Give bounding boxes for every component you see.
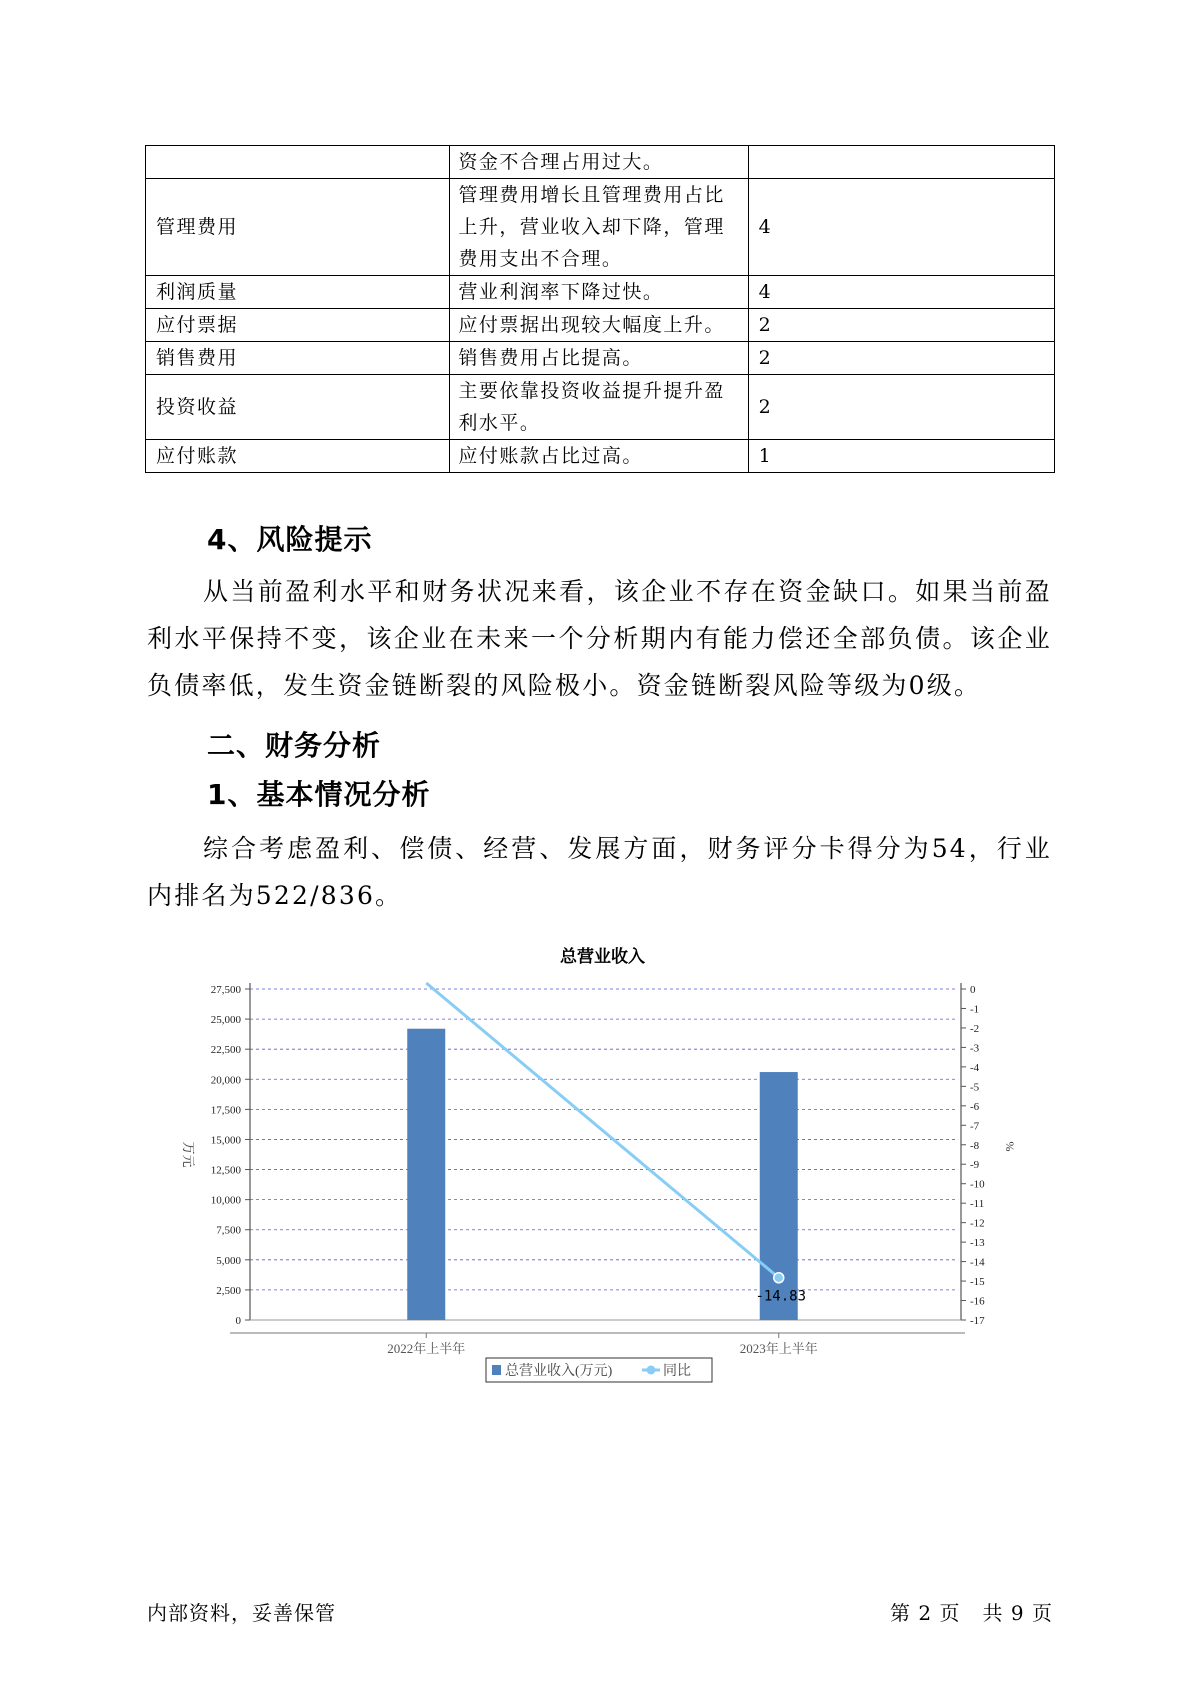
- risk-table-row: [146, 440, 1055, 473]
- risk-score-cell: 2: [748, 375, 1054, 440]
- y2-tick-label: -15: [970, 1276, 985, 1289]
- y2-tick-label: -6: [970, 1100, 980, 1113]
- legend-bar-swatch: [492, 1365, 501, 1375]
- basic-analysis-paragraph: 综合考虑盈利、偿债、经营、发展方面，财务评分卡得分为54，行业内排名为522/836。: [147, 834, 1052, 910]
- risk-table: [145, 145, 1055, 473]
- revenue-chart-svg: [170, 940, 1030, 1400]
- y-tick-label: 10,000: [210, 1194, 241, 1207]
- risk-description-cell: 主要依靠投资收益提升提升盈利水平。: [450, 375, 748, 440]
- risk-score-cell: [748, 146, 1054, 179]
- y2-tick-label: -1: [970, 1003, 980, 1016]
- risk-description-cell: 资金不合理占用过大。: [450, 146, 748, 179]
- y2-tick-label: -9: [970, 1159, 980, 1172]
- y-tick-label: 15,000: [210, 1134, 241, 1147]
- x-tick-label: 2022年上半年: [387, 1341, 466, 1356]
- y-tick-label: 7,500: [216, 1224, 241, 1237]
- risk-table-body: [146, 146, 1055, 473]
- risk-heading: 4、风险提示: [207, 523, 373, 556]
- revenue-chart: [170, 940, 1030, 1400]
- risk-table-row: [146, 375, 1055, 440]
- risk-table-row: [146, 146, 1055, 179]
- risk-description-cell: 应付账款占比过高。: [450, 440, 748, 473]
- risk-table-row: [146, 179, 1055, 276]
- risk-table-row: [146, 276, 1055, 309]
- yoy-line: [426, 983, 779, 1278]
- y2-tick-label: -2: [970, 1022, 980, 1035]
- y-tick-label: 5,000: [216, 1254, 241, 1267]
- y2-tick-label: -4: [970, 1061, 980, 1074]
- y-tick-label: 22,500: [210, 1044, 241, 1057]
- y2-tick-label: -8: [970, 1139, 980, 1152]
- chart-title: 总营业收入: [560, 947, 645, 966]
- y2-axis-label: %: [1003, 1141, 1017, 1152]
- legend-line-marker: [647, 1366, 656, 1375]
- y2-tick-label: 0: [970, 984, 976, 996]
- risk-description-cell: 管理费用增长且管理费用占比上升，营业收入却下降，管理费用支出不合理。: [450, 179, 748, 276]
- y-tick-label: 12,500: [210, 1164, 241, 1177]
- y-tick-label: 20,000: [210, 1074, 241, 1087]
- risk-score-cell: 2: [748, 309, 1054, 342]
- risk-paragraph: 从当前盈利水平和财务状况来看，该企业不存在资金缺口。如果当前盈利水平保持不变，该企业在未来一个分析期内有能力偿还全部负债。该企业负债率低，发生资金链断裂的风险极小。资金链断裂风险等级为0级。: [147, 577, 1052, 700]
- y2-tick-label: -11: [970, 1198, 985, 1211]
- risk-score-cell: 2: [748, 342, 1054, 375]
- y-tick-label: 25,000: [210, 1014, 241, 1027]
- risk-score-cell: 4: [748, 179, 1054, 276]
- y2-tick-label: -7: [970, 1120, 980, 1133]
- yoy-point: [774, 1273, 784, 1283]
- risk-item-cell: 投资收益: [146, 375, 450, 440]
- y2-tick-label: -13: [970, 1237, 985, 1250]
- y2-tick-label: -16: [970, 1295, 985, 1308]
- footer-page-number: 第 2 页 共 9 页: [890, 1601, 1053, 1625]
- y2-tick-label: -12: [970, 1217, 985, 1230]
- footer-confidential: 内部资料，妥善保管: [147, 1601, 336, 1625]
- risk-table-row: [146, 342, 1055, 375]
- risk-table-row: [146, 309, 1055, 342]
- risk-score-cell: 4: [748, 276, 1054, 309]
- y-tick-label: 2,500: [216, 1284, 241, 1297]
- yoy-data-label: -14.83: [755, 1288, 807, 1305]
- x-tick-label: 2023年上半年: [739, 1341, 818, 1356]
- risk-item-cell: 利润质量: [146, 276, 450, 309]
- y2-tick-label: -17: [970, 1315, 985, 1327]
- y-tick-label: 17,500: [210, 1104, 241, 1117]
- y2-tick-label: -3: [970, 1042, 980, 1055]
- risk-item-cell: 销售费用: [146, 342, 450, 375]
- basic-analysis-heading: 1、基本情况分析: [207, 778, 431, 811]
- risk-item-cell: 管理费用: [146, 179, 450, 276]
- y-axis-label: 万元: [181, 1141, 196, 1168]
- risk-description-cell: 应付票据出现较大幅度上升。: [450, 309, 748, 342]
- y2-tick-label: -10: [970, 1178, 985, 1191]
- y2-tick-label: -14: [970, 1256, 985, 1269]
- risk-score-cell: 1: [748, 440, 1054, 473]
- risk-item-cell: [146, 146, 450, 179]
- risk-item-cell: 应付票据: [146, 309, 450, 342]
- revenue-bar: [407, 1029, 445, 1320]
- legend-bar-label: 总营业收入(万元): [505, 1364, 613, 1379]
- legend-line-label: 同比: [663, 1364, 691, 1379]
- y2-tick-label: -5: [970, 1081, 980, 1094]
- y-tick-label: 27,500: [210, 984, 241, 996]
- finance-heading: 二、财务分析: [207, 729, 382, 762]
- risk-description-cell: 销售费用占比提高。: [450, 342, 748, 375]
- risk-item-cell: 应付账款: [146, 440, 450, 473]
- y-tick-label: 0: [235, 1315, 241, 1327]
- risk-description-cell: 营业利润率下降过快。: [450, 276, 748, 309]
